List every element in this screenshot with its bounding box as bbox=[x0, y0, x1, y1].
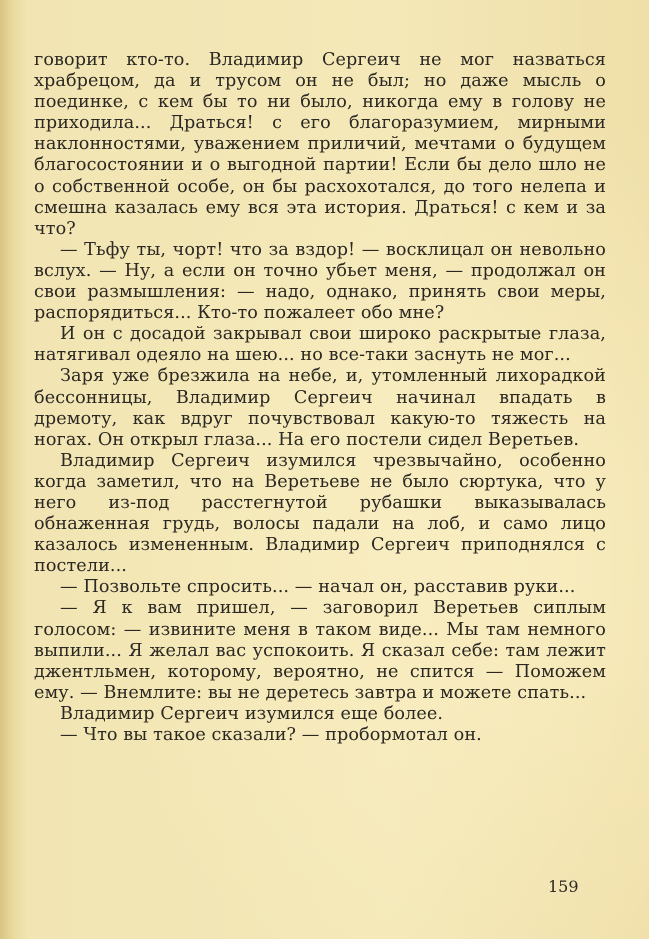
paragraph-5: Владимир Сергеич изумился чрезвычайно, особенно когда заметил, что на Веретьеве не было сюртука, что у него из-под расстегнутой рубашки выказывалась обнаженная грудь, волосы падали на лоб, и само лицо казалось измененным. Владимир Сергеич приподнялся с постели... bbox=[34, 450, 606, 577]
paragraph-4: Заря уже брезжила на небе, и, утомленный лихорадкой бессонницы, Владимир Сергеич начинал впадать в дремоту, как вдруг почувствовал какую-то тяжесть на ногах. Он открыл глаза... На его постели сидел Веретьев. bbox=[34, 366, 606, 450]
page-number: 159 bbox=[548, 877, 579, 896]
paragraph-6: — Позвольте спросить... — начал он, расставив руки... bbox=[60, 577, 576, 598]
paragraph-2: — Тьфу ты, чорт! что за вздор! — восклицал он невольно вслух. — Ну, а если он точно убьет меня, — продолжал он свои размышления: — надо, однако, принять свои меры, распорядиться... Кто-то пожалеет обо мне? bbox=[34, 239, 606, 324]
paragraph-7: — Я к вам пришел, — заговорил Веретьев сиплым голосом: — извините меня в таком виде... Мы там немного выпили... Я желал вас успокоить. Я сказал себе: там лежит джентльмен, которому, вероятно, не спится — Поможем ему. — Внемлите: вы не деретесь завтра и можете спать... bbox=[34, 598, 606, 703]
paragraph-8: Владимир Сергеич изумился еще более. bbox=[60, 703, 444, 724]
paragraph-9: — Что вы такое сказали? — пробормотал он. bbox=[60, 725, 482, 745]
page-body bbox=[34, 50, 606, 746]
paragraph-3: И он с досадой закрывал свои широко раскрытые глаза, натягивал одеяло на шею... но все-таки заснуть не мог... bbox=[34, 324, 606, 366]
paragraph-1: говорит кто-то. Владимир Сергеич не мог назваться храбрецом, да и трусом он не был; но даже мысль о поединке, с кем бы то ни было, никогда ему в голову не приходила... Драться! с его благоразумием, мирными наклонностями, уважением приличий, мечтами о будущем благосостоянии и о выгодной партии! Если бы дело шло не о собственной особе, он бы расхохотался, до того нелепа и смешна казалась ему вся эта история. Драться! с кем и за что? bbox=[34, 50, 606, 239]
